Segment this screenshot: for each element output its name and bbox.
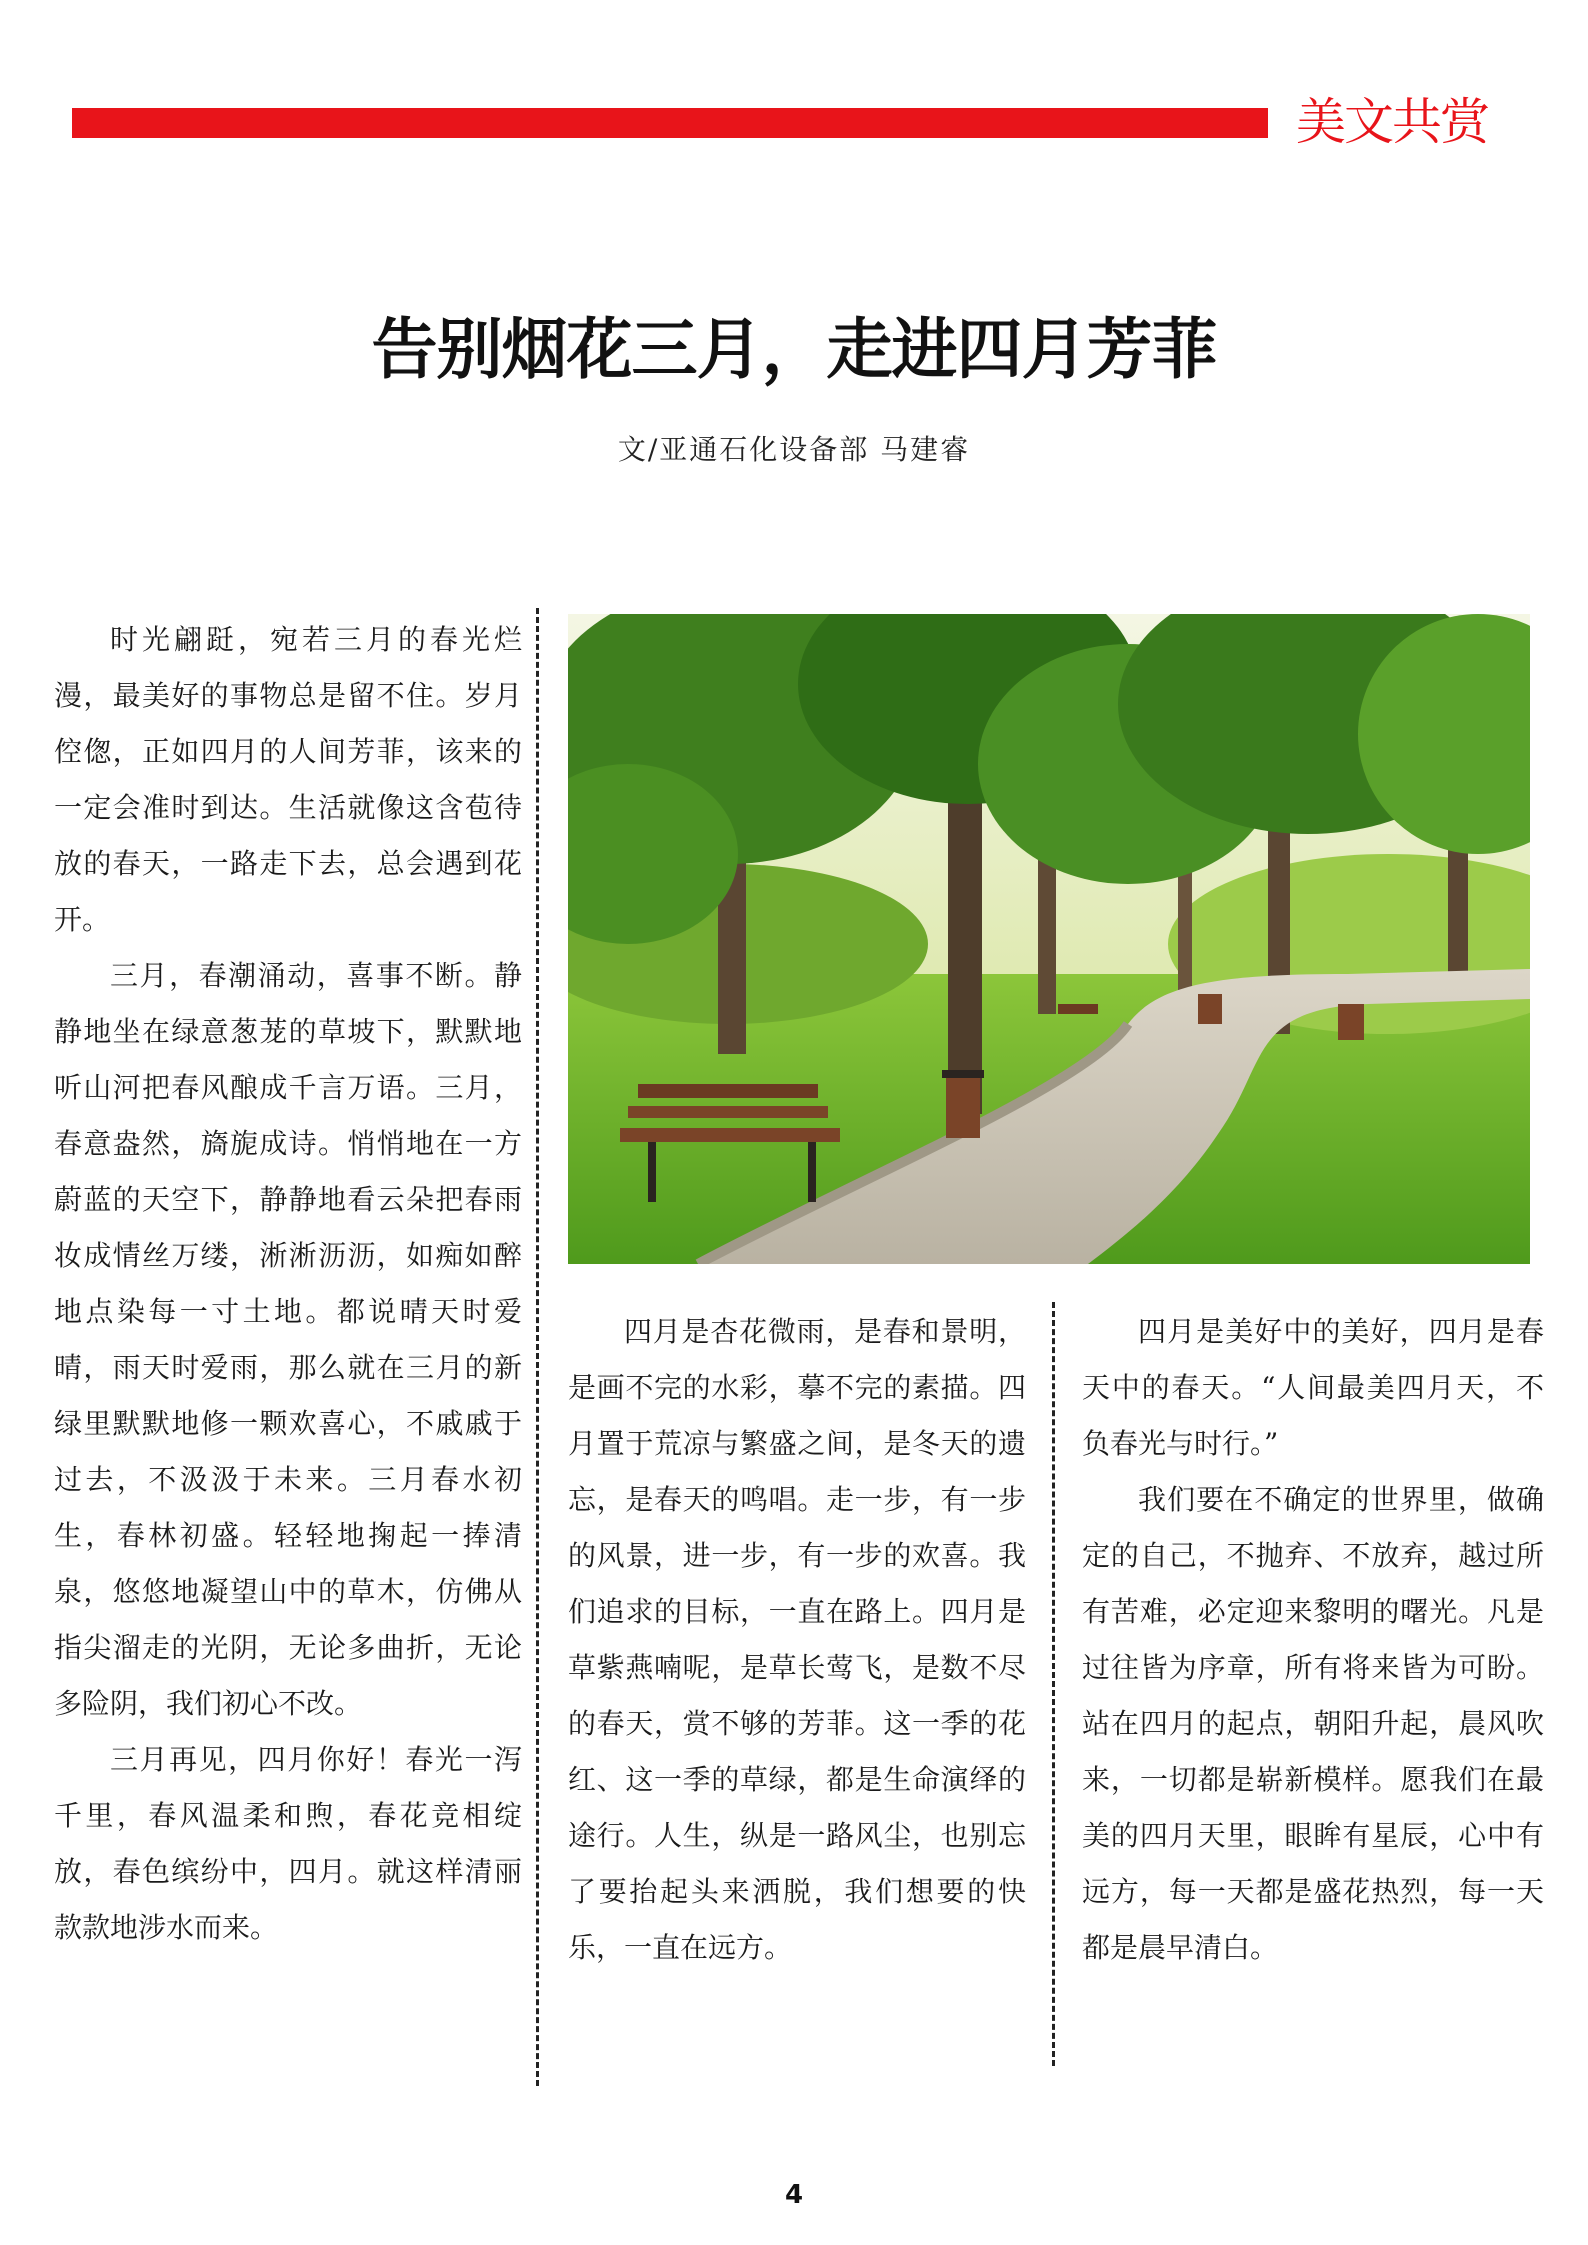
right-text-column (1082, 1304, 1544, 1976)
park-photo (568, 614, 1530, 1264)
paragraph: 三月再见，四月你好！春光一泻千里，春风温柔和煦，春花竞相绽放，春色缤纷中，四月。就这样清丽款款地涉水而来。 (54, 1743, 522, 1944)
article-byline: 文/亚通石化设备部 马建睿 (617, 433, 971, 466)
section-label: 美文共赏 (1296, 93, 1488, 151)
paragraph: 四月是美好中的美好，四月是春天中的春天。“人间最美四月天，不负春光与时行。” (1082, 1315, 1544, 1460)
left-text-column (54, 612, 522, 1956)
paragraph: 四月是杏花微雨，是春和景明，是画不完的水彩，摹不完的素描。四月置于荒凉与繁盛之间，是冬天的遗忘，是春天的鸣唱。走一步，有一步的风景，进一步，有一步的欢喜。我们追求的目标，一直在路上。四月是草紫燕喃呢，是草长莺飞，是数不尽的春天，赏不够的芳菲。这一季的花红、这一季的草绿，都是生命演绎的途行。人生，纵是一路风尘，也别忘了要抬起头来洒脱，我们想要的快乐，一直在远方。 (568, 1315, 1026, 1964)
paragraph: 时光翩跹，宛若三月的春光烂漫，最美好的事物总是留不住。岁月倥偬，正如四月的人间芳菲，该来的一定会准时到达。生活就像这含苞待放的春天，一路走下去，总会遇到花开。 (54, 623, 522, 936)
middle-text-column (568, 1304, 1026, 1976)
paragraph: 我们要在不确定的世界里，做确定的自己，不抛弃、不放弃，越过所有苦难，必定迎来黎明的曙光。凡是过往皆为序章，所有将来皆为可盼。站在四月的起点，朝阳升起，晨风吹来，一切都是崭新模样。愿我们在最美的四月天里，眼眸有星辰，心中有远方，每一天都是盛花热烈，每一天都是晨早清白。 (1082, 1483, 1544, 1964)
paragraph: 三月，春潮涌动，喜事不断。静静地坐在绿意葱茏的草坡下，默默地听山河把春风酿成千言万语。三月，春意盎然，旖旎成诗。悄悄地在一方蔚蓝的天空下，静静地看云朵把春雨妆成情丝万缕，淅淅沥沥，如痴如醉地点染每一寸土地。都说晴天时爱晴，雨天时爱雨，那么就在三月的新绿里默默地修一颗欢喜心，不戚戚于过去，不汲汲于未来。三月春水初生，春林初盛。轻轻地掬起一捧清泉，悠悠地凝望山中的草木，仿佛从指尖溜走的光阴，无论多曲折，无论多险阴，我们初心不改。 (54, 959, 522, 1720)
column-divider (536, 608, 539, 2086)
article-title: 告别烟花三月，走进四月芳菲 (371, 311, 1217, 388)
page-number: 4 (784, 2180, 804, 2210)
header-accent-bar (72, 108, 1268, 138)
column-divider (1052, 1302, 1055, 2066)
